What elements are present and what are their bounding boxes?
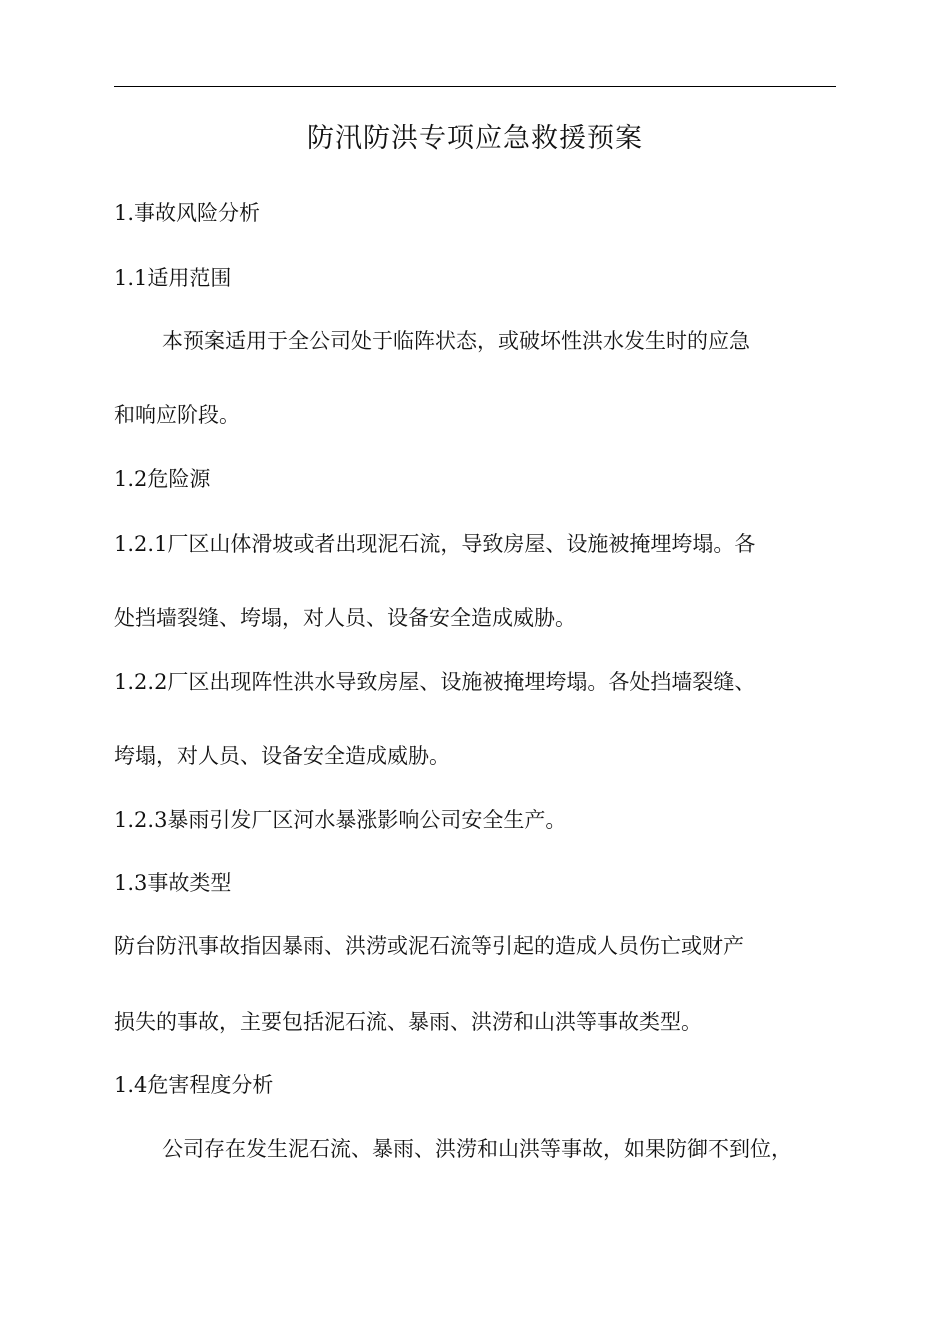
subsection-heading-1-1: 1.1适用范围 xyxy=(114,266,232,290)
paragraph-line: 公司存在发生泥石流、暴雨、洪涝和山洪等事故，如果防御不到位， xyxy=(162,1137,792,1161)
subsection-heading-1-2: 1.2危险源 xyxy=(114,467,211,491)
paragraph-line: 防台防汛事故指因暴雨、洪涝或泥石流等引起的造成人员伤亡或财产 xyxy=(114,934,744,958)
section-heading-1: 1.事故风险分析 xyxy=(114,201,261,225)
subsection-heading-1-3: 1.3事故类型 xyxy=(114,871,232,895)
paragraph-line: 本预案适用于全公司处于临阵状态，或破坏性洪水发生时的应急 xyxy=(162,329,750,353)
header-rule xyxy=(114,86,836,87)
paragraph-line: 1.2.3暴雨引发厂区河水暴涨影响公司安全生产。 xyxy=(114,808,567,832)
paragraph-line: 损失的事故，主要包括泥石流、暴雨、洪涝和山洪等事故类型。 xyxy=(114,1010,702,1034)
paragraph-line: 和响应阶段。 xyxy=(114,403,240,427)
paragraph-line: 1.2.1厂区山体滑坡或者出现泥石流，导致房屋、设施被掩埋垮塌。各 xyxy=(114,532,756,556)
document-title: 防汛防洪专项应急救援预案 xyxy=(307,123,643,154)
paragraph-line: 处挡墙裂缝、垮塌，对人员、设备安全造成威胁。 xyxy=(114,606,576,630)
subsection-heading-1-4: 1.4危害程度分析 xyxy=(114,1073,274,1097)
paragraph-line: 垮塌，对人员、设备安全造成威胁。 xyxy=(114,744,450,768)
paragraph-line: 1.2.2厂区出现阵性洪水导致房屋、设施被掩埋垮塌。各处挡墙裂缝、 xyxy=(114,670,756,694)
